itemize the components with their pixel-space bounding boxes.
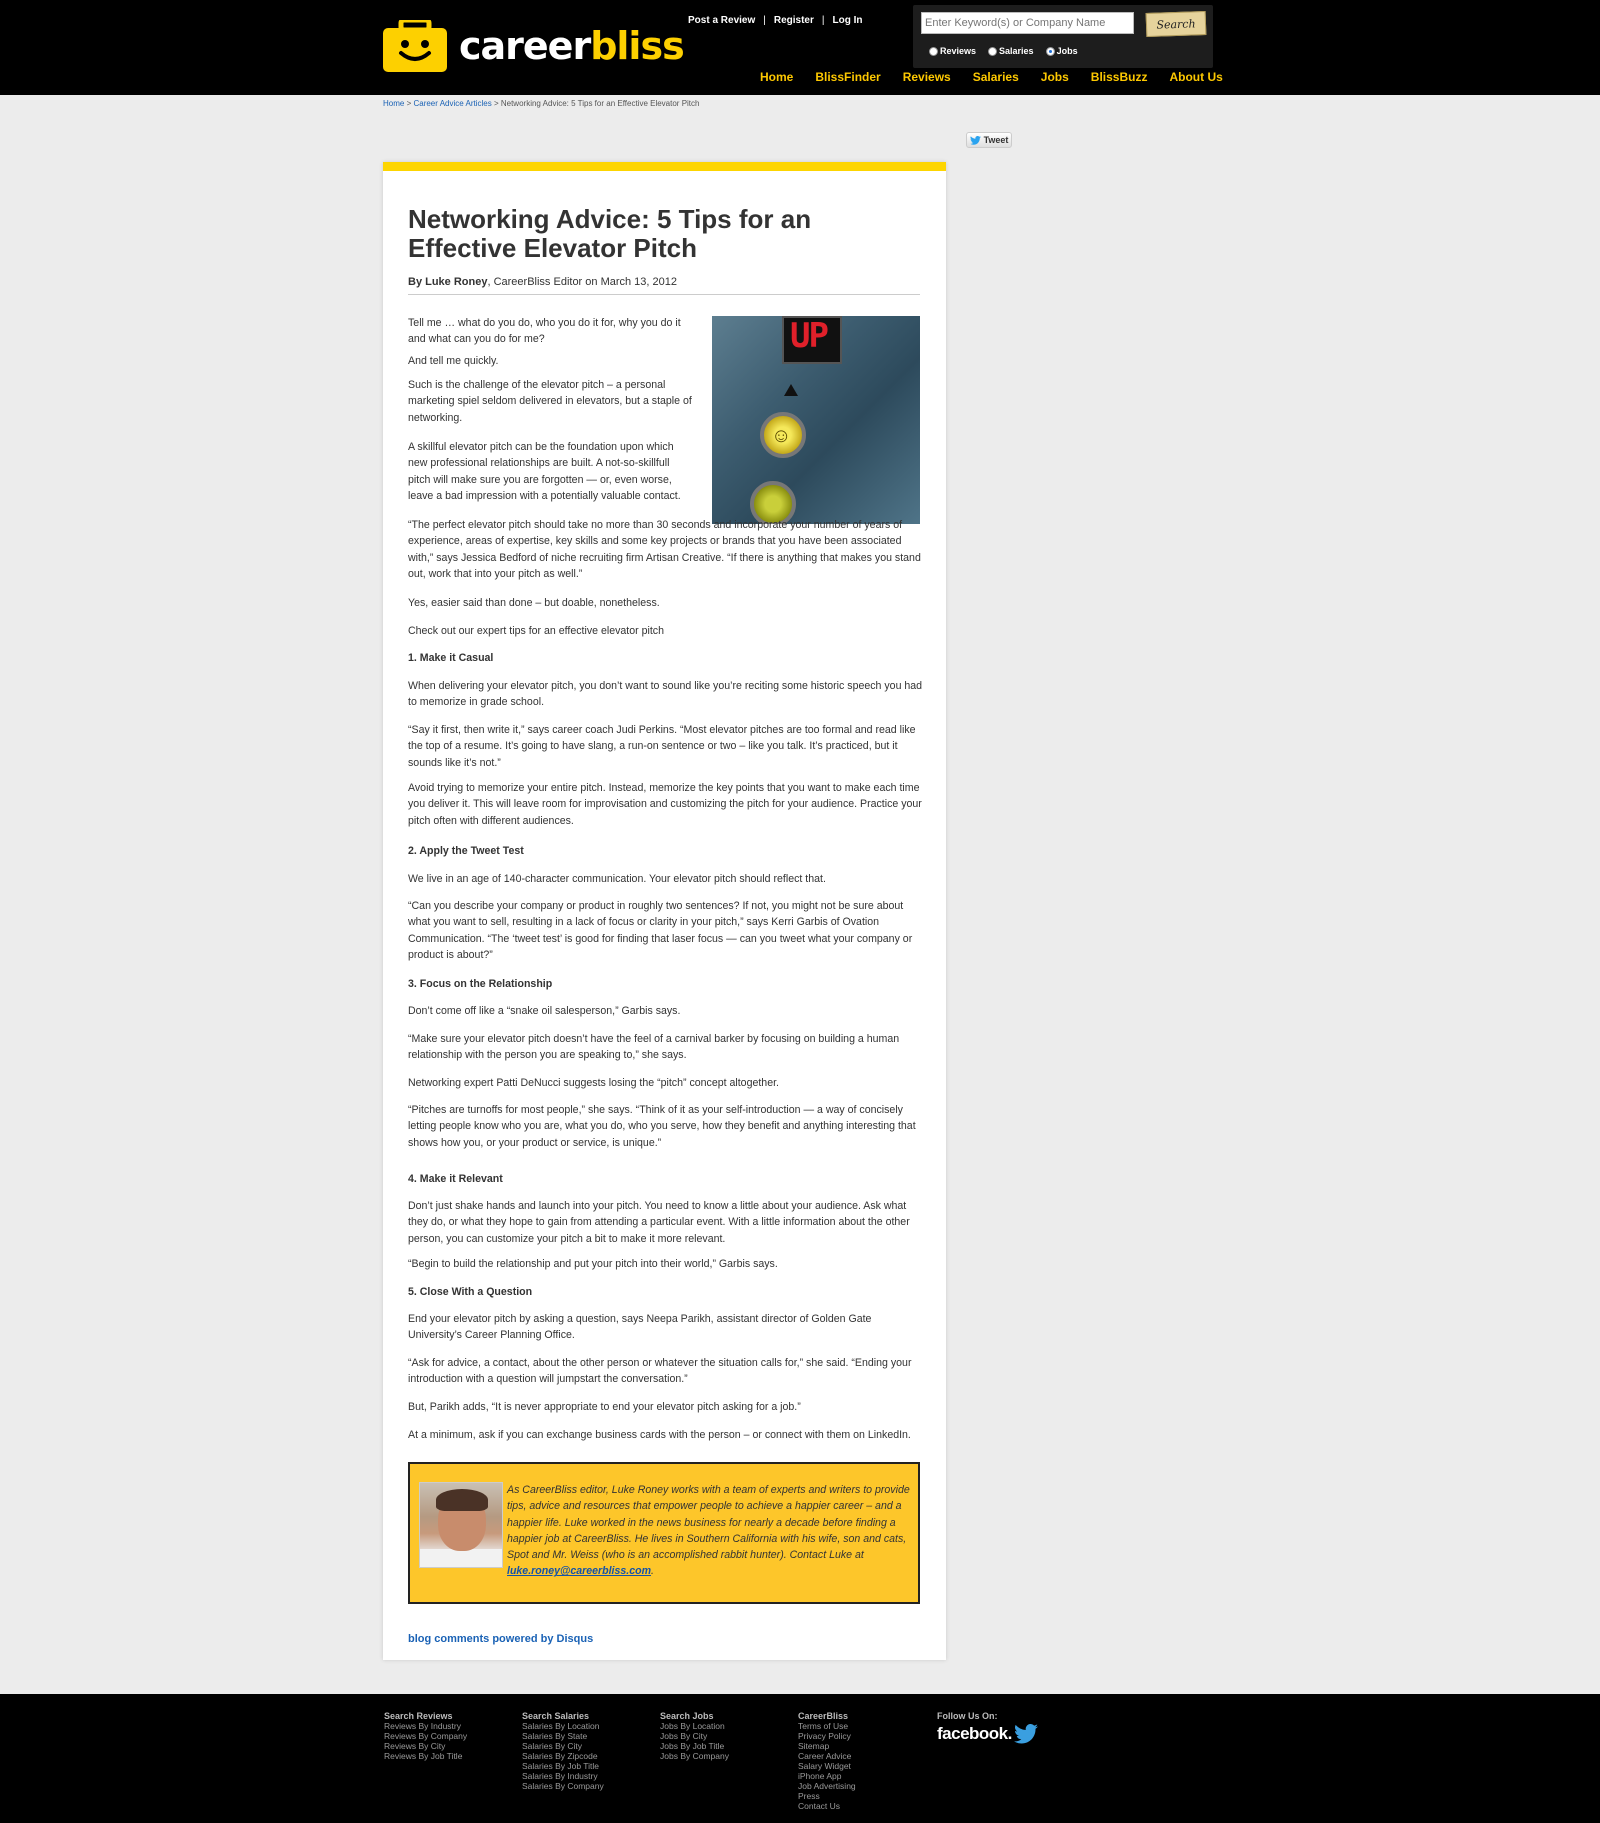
article-paragraph: “Begin to build the relationship and put your pitch into their world,” Garbis says. [408,1258,778,1270]
radio-reviews-circle[interactable] [929,47,938,56]
smiley-face-icon: ☺ [771,425,792,447]
article-title: Networking Advice: 5 Tips for an Effective Elevator Pitch [408,204,812,263]
footer-column-reviews [384,1711,467,1761]
tweet-button[interactable] [966,132,1012,148]
section-heading: 1. Make it Casual [408,652,494,664]
byline [408,276,677,288]
breadcrumb [383,99,699,108]
author-email-link[interactable]: luke.roney@careerbliss.com [507,1565,651,1578]
footer-link[interactable]: Press [798,1791,820,1801]
footer-link[interactable]: Salaries By Industry [522,1771,598,1781]
radio-salaries-label: Salaries [999,46,1034,56]
footer-heading[interactable]: Search Reviews [384,1711,453,1721]
search-input[interactable] [921,12,1134,34]
author-bio-end: . [651,1565,654,1578]
footer-link[interactable]: Reviews By City [384,1741,446,1751]
section-heading: 5. Close With a Question [408,1286,533,1298]
article-paragraph: When delivering your elevator pitch, you don’t want to sound like you’re reciting some historic speech you had to memorize in grade school. [408,680,923,709]
footer-link[interactable]: Salaries By City [522,1741,582,1751]
article-paragraph: “Say it first, then write it,” says career coach Judi Perkins. “Most elevator pitches are too formal and read like the top of a resume. It’s going to have slang, a run-on sentence or two – like you talk. It’s practiced, but it sounds like it’s not.” [408,724,916,769]
divider [408,294,920,295]
article-paragraph: Don’t just shake hands and launch into your pitch. You need to know a little about your audience. Ask what they do, or what they hope to gain from attending a particular event. With a little information about the other person, you can customize your pitch a bit to make it more relevant. [408,1200,910,1245]
logo-bliss: bliss [590,24,684,68]
footer-link[interactable]: Jobs By Location [660,1721,725,1731]
breadcrumb-section[interactable]: Career Advice Articles [413,99,492,108]
article-paragraph: But, Parikh adds, “It is never appropriate to end your elevator pitch asking for a job.” [408,1401,801,1413]
careerbliss-logo[interactable] [383,20,684,72]
footer-link[interactable]: Salaries By Company [522,1781,604,1791]
radio-jobs-circle[interactable] [1046,47,1055,56]
logo-text [459,24,684,68]
breadcrumb-sep: > [404,99,414,108]
section-heading: 4. Make it Relevant [408,1173,503,1185]
author-photo [419,1482,503,1568]
article-paragraph: “The perfect elevator pitch should take no more than 30 seconds and incorporate your number of years of experience, areas of expertise, key skills and some key projects or brands that you have been associated with,” says Jessica Bedford of niche recruiting firm Artisan Creative. “If there is anything that makes you stand out, work that into your pitch as well.” [408,519,921,580]
article-paragraph: “Pitches are turnoffs for most people,” she says. “Think of it as your self-introduction — a way of concisely letting people know who you are, what you do, who you serve, how they benefit and anything interesting that shows how you, or your product or service, is unique.” [408,1104,916,1149]
search-panel [913,5,1213,68]
article-paragraph: Networking expert Patti DeNucci suggests losing the “pitch” concept altogether. [408,1077,779,1089]
footer-column-jobs [660,1711,729,1761]
footer-link[interactable]: Reviews By Industry [384,1721,461,1731]
footer-link[interactable]: Sitemap [798,1741,830,1751]
breadcrumb-current: Networking Advice: 5 Tips for an Effective Elevator Pitch [500,99,700,108]
article-paragraph: Yes, easier said than done – but doable, nonetheless. [408,597,660,609]
nav-blissbuzz[interactable]: BlissBuzz [1090,70,1148,84]
footer-link[interactable]: Jobs By Company [660,1751,729,1761]
facebook-logo[interactable]: facebook. [937,1724,1012,1743]
footer-link[interactable]: iPhone App [798,1771,842,1781]
article-card [383,162,946,1660]
up-arrow-icon [784,384,798,396]
byline-details: , CareerBliss Editor on March 13, 2012 [487,276,678,288]
twitter-bird-icon[interactable] [1013,1724,1039,1744]
nav-jobs[interactable]: Jobs [1040,70,1069,84]
article-paragraph: “Make sure your elevator pitch doesn’t have the feel of a carnival barker by focusing on building a human relationship with the person you are speaking to,” she says. [408,1033,900,1062]
radio-jobs[interactable] [1046,46,1078,56]
article-paragraph: End your elevator pitch by asking a question, says Neepa Parikh, assistant director of Golden Gate University’s Career Planning Office. [408,1313,872,1342]
account-links [688,15,863,26]
article-paragraph: And tell me quickly. [408,355,499,367]
breadcrumb-home[interactable]: Home [383,99,405,108]
site-header [0,0,1600,95]
nav-about-us[interactable]: About Us [1169,70,1223,84]
footer-column-careerbliss [798,1711,856,1811]
article-paragraph: “Can you describe your company or product in roughly two sentences? If not, you might not be sure about what you want to sell, resulting in a lack of focus or clarity in your pitch,” says Kerri Garbis of Ovation Communication. “The ‘tweet test’ is good for finding that laser focus — can you tweet what your company or product is about?” [408,900,913,961]
register-link[interactable]: Register [773,15,814,26]
nav-home[interactable]: Home [760,70,794,84]
author-name: By Luke Roney [408,276,488,288]
twitter-bird-icon [970,136,981,145]
separator: | [763,15,766,26]
article-paragraph: Such is the challenge of the elevator pitch – a personal marketing spiel seldom delivered in elevators, but a staple of networking. [408,379,692,424]
article-paragraph: We live in an age of 140-character communication. Your elevator pitch should reflect that. [408,873,826,885]
login-link[interactable]: Log In [832,15,863,26]
separator: | [821,15,825,26]
footer-heading[interactable]: Search Jobs [660,1711,714,1721]
footer-link[interactable]: Job Advertising [798,1781,856,1791]
radio-salaries-circle[interactable] [988,47,997,56]
post-review-link[interactable]: Post a Review [688,15,756,26]
article-paragraph: Avoid trying to memorize your entire pitch. Instead, memorize the key points that you want to make each time you deliver it. This will leave room for improvisation and customizing the pitch for your audience. Practice your pitch often with different audiences. [408,782,922,827]
radio-salaries[interactable] [988,46,1034,56]
author-bio-box [408,1462,920,1604]
radio-jobs-label: Jobs [1056,46,1078,56]
article-paragraph: At a minimum, ask if you can exchange business cards with the person – or connect with them on LinkedIn. [408,1429,911,1441]
footer-link[interactable]: Jobs By City [660,1731,708,1741]
nav-salaries[interactable]: Salaries [972,70,1019,84]
breadcrumb-sep: > [491,99,501,108]
main-nav [760,70,1223,84]
footer-column-salaries [522,1711,604,1791]
footer-link[interactable]: Salaries By State [522,1731,588,1741]
elevator-button-image [712,316,920,524]
article-paragraph: Tell me … what do you do, who you do it for, why you do it and what can you do for me? [408,317,681,346]
section-heading: 3. Focus on the Relationship [408,978,553,990]
elevator-display-text: UP [790,316,827,356]
footer-link[interactable]: Reviews By Job Title [384,1751,463,1761]
tweet-label: Tweet [983,135,1009,145]
author-bio [507,1482,912,1580]
logo-career: career [459,24,591,68]
site-footer [0,1694,1600,1823]
disqus-link[interactable]: blog comments powered by Disqus [408,1633,594,1645]
footer-link[interactable]: Salaries By Zipcode [522,1751,598,1761]
article-paragraph: Check out our expert tips for an effective elevator pitch [408,625,664,637]
footer-link[interactable]: Contact Us [798,1801,841,1811]
section-heading: 2. Apply the Tweet Test [408,845,524,857]
radio-reviews[interactable] [929,46,976,56]
article-paragraph: “Ask for advice, a contact, about the other person or whatever the situation calls for,” she said. “Ending your introduction with a question will jumpstart the conversation.” [408,1357,912,1386]
nav-reviews[interactable]: Reviews [902,70,951,84]
footer-link[interactable]: Terms of Use [798,1721,849,1731]
radio-reviews-label: Reviews [940,46,977,56]
footer-link[interactable]: Salaries By Job Title [522,1761,600,1771]
search-button[interactable]: Search [1146,11,1207,37]
smiley-briefcase-icon [383,20,447,72]
nav-blissfinder[interactable]: BlissFinder [815,70,881,84]
article-paragraph: A skillful elevator pitch can be the foundation upon which new professional relationships are built. A not-so-skillfull pitch will make sure you are forgotten — or, even worse, leave a bad impression with a potentially valuable contact. [408,441,681,502]
footer-link[interactable]: Jobs By Job Title [660,1741,725,1751]
footer-heading[interactable]: CareerBliss [798,1711,849,1721]
article-paragraph: Don’t come off like a “snake oil salesperson,” Garbis says. [408,1005,681,1017]
follow-us-label: Follow Us On: [937,1711,998,1721]
footer-link[interactable]: Reviews By Company [384,1731,468,1741]
footer-heading[interactable]: Search Salaries [522,1711,590,1721]
footer-link[interactable]: Salary Widget [798,1761,851,1771]
search-type-radios [929,46,1078,56]
footer-link[interactable]: Career Advice [798,1751,852,1761]
footer-link[interactable]: Salaries By Location [522,1721,600,1731]
footer-link[interactable]: Privacy Policy [798,1731,851,1741]
author-bio-text: As CareerBliss editor, Luke Roney works with a team of experts and writers to provide tips, advice and resources that empower people to achieve a happier career – and a happier life. Luke worked in the news business for nearly a decade before finding a happier job at CareerBliss. He lives in Southern California with his wife, son and cats, Spot and Mr. Weiss (who is an accomplished rabbit hunter). Contact Luke at [507,1484,910,1562]
